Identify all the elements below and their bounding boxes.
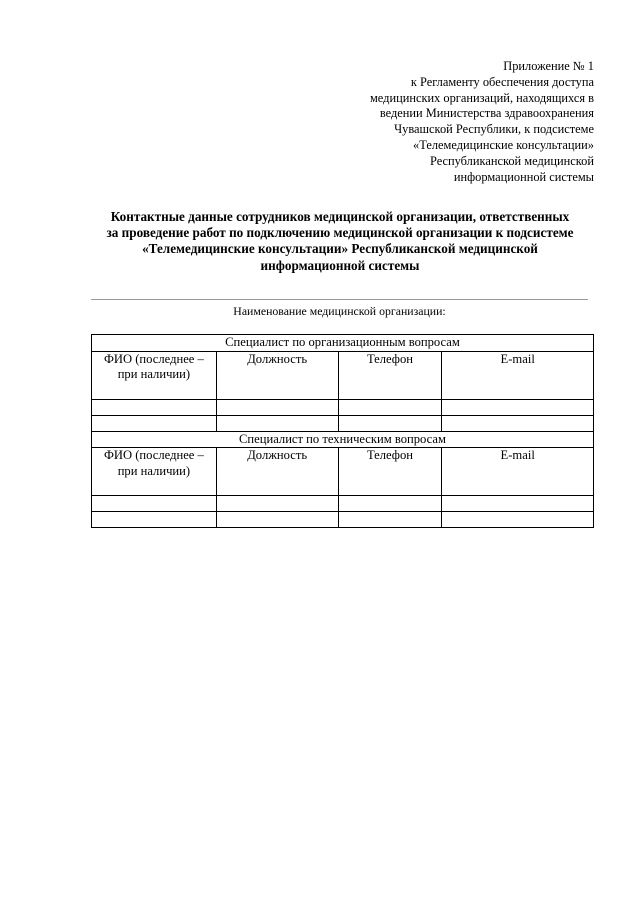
contacts-table <box>91 334 594 528</box>
column-header-position: Должность <box>216 448 338 496</box>
table-row <box>92 512 594 528</box>
appendix-block <box>294 59 594 185</box>
column-header-fio: ФИО (последнее – при наличии) <box>92 448 217 496</box>
appendix-line: Чувашской Республики, к подсистеме <box>394 122 594 137</box>
section-title: Специалист по техническим вопросам <box>92 431 594 448</box>
appendix-line: к Регламенту обеспечения доступа <box>410 74 594 89</box>
section-row-technical <box>92 431 594 448</box>
table-cell[interactable] <box>92 496 217 512</box>
title-line: «Телемедицинские консультации» Республиканской медицинской <box>142 241 538 257</box>
table-row <box>92 496 594 512</box>
column-header-phone: Телефон <box>338 448 442 496</box>
table-cell[interactable] <box>216 496 338 512</box>
appendix-line: «Телемедицинские консультации» <box>413 137 594 152</box>
section-row-organizational <box>92 335 594 352</box>
table-cell[interactable] <box>92 512 217 528</box>
table-cell[interactable] <box>92 415 217 431</box>
column-header-fio: ФИО (последнее – при наличии) <box>92 351 217 399</box>
appendix-line: Республиканской медицинской <box>429 153 594 168</box>
table-cell[interactable] <box>442 399 594 415</box>
table-cell[interactable] <box>338 399 442 415</box>
title-line: информационной системы <box>260 257 420 273</box>
table-cell[interactable] <box>216 399 338 415</box>
title-line: за проведение работ по подключению медицинской организации к подсистеме <box>106 225 574 241</box>
table-cell[interactable] <box>216 415 338 431</box>
title-line: Контактные данные сотрудников медицинской организации, ответственных <box>110 209 570 224</box>
appendix-line: информационной системы <box>453 169 594 184</box>
table-cell[interactable] <box>338 512 442 528</box>
organization-name-label: Наименование медицинской организации: <box>233 304 446 318</box>
table-cell[interactable] <box>338 415 442 431</box>
table-cell[interactable] <box>442 496 594 512</box>
column-header-email: E-mail <box>442 448 594 496</box>
table-header-row <box>92 351 594 399</box>
table-row <box>92 399 594 415</box>
table-row <box>92 415 594 431</box>
table-cell[interactable] <box>442 415 594 431</box>
appendix-line: медицинских организаций, находящихся в <box>369 90 594 105</box>
table-cell[interactable] <box>92 399 217 415</box>
column-header-phone: Телефон <box>338 351 442 399</box>
table-cell[interactable] <box>338 496 442 512</box>
table-cell[interactable] <box>442 512 594 528</box>
appendix-line: ведении Министерства здравоохранения <box>379 106 594 121</box>
table-cell[interactable] <box>216 512 338 528</box>
appendix-line: Приложение № 1 <box>503 59 594 73</box>
column-header-position: Должность <box>216 351 338 399</box>
section-title: Специалист по организационным вопросам <box>92 335 594 352</box>
organization-name-line <box>91 299 588 300</box>
document-title <box>80 209 600 274</box>
table-header-row <box>92 448 594 496</box>
column-header-email: E-mail <box>442 351 594 399</box>
